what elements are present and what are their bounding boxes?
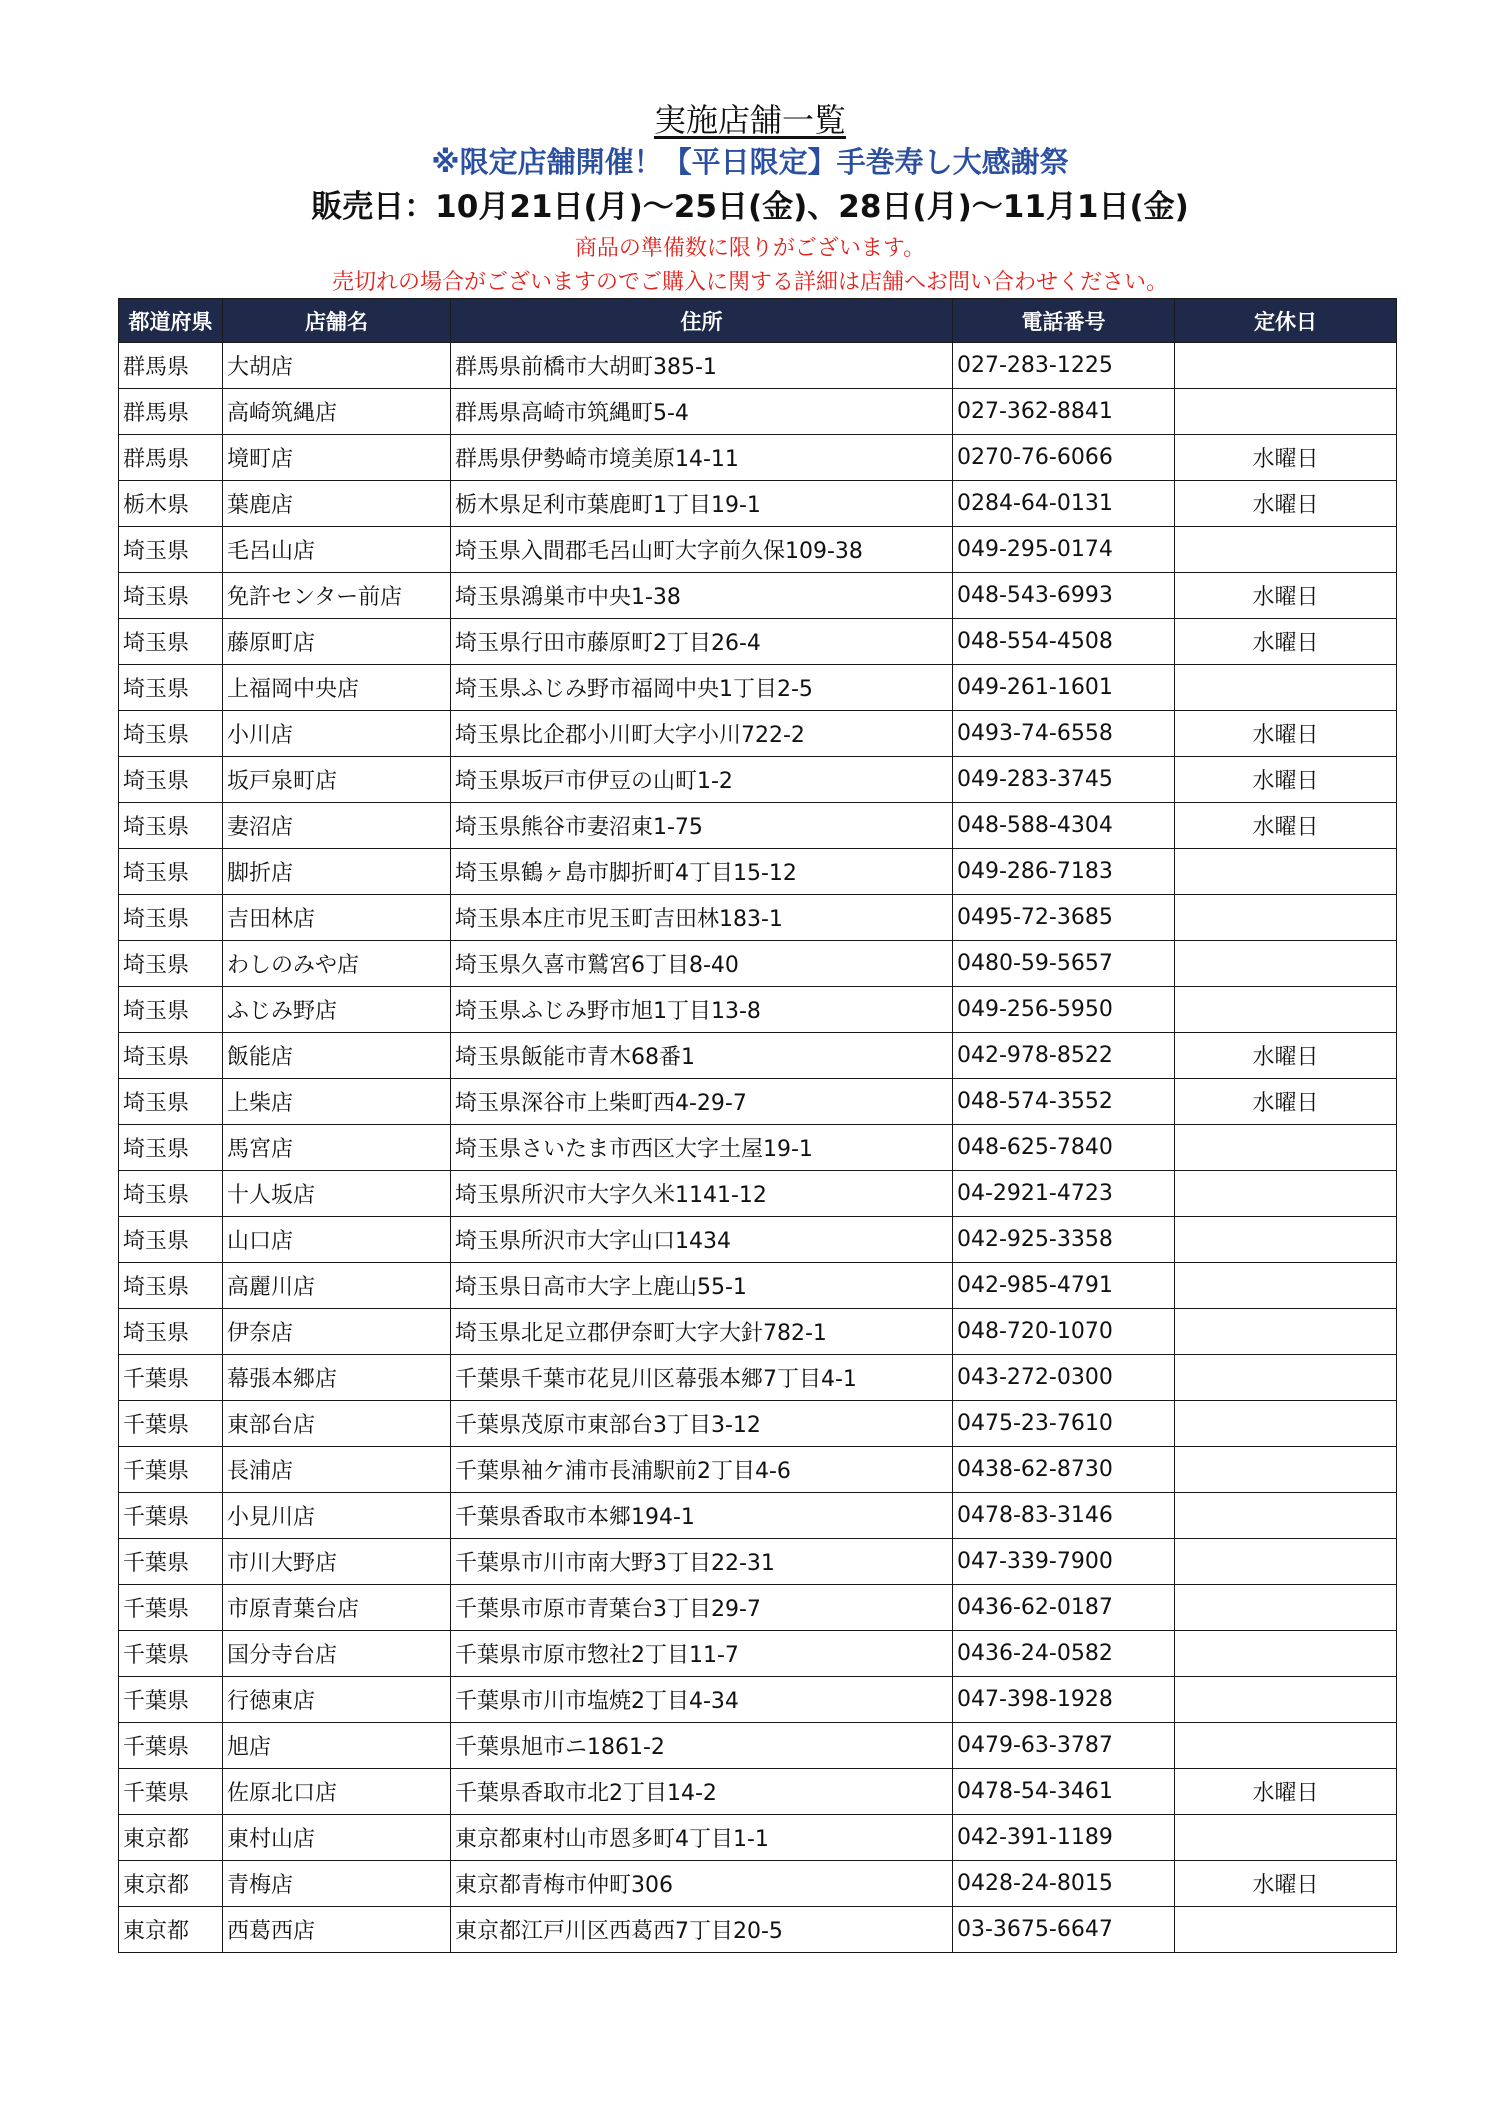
closed-day-cell [1175, 1631, 1397, 1677]
address-cell: 千葉県千葉市花見川区幕張本郷7丁目4-1 [451, 1355, 953, 1401]
prefecture-cell: 埼玉県 [119, 665, 223, 711]
closed-day-cell [1175, 1401, 1397, 1447]
store-name-cell: 東部台店 [223, 1401, 451, 1447]
closed-day-cell: 水曜日 [1175, 1861, 1397, 1907]
phone-cell: 0478-83-3146 [953, 1493, 1175, 1539]
store-name-cell: ふじみ野店 [223, 987, 451, 1033]
store-name-cell: 上柴店 [223, 1079, 451, 1125]
table-row [119, 987, 1397, 1033]
prefecture-cell: 埼玉県 [119, 1309, 223, 1355]
closed-day-cell [1175, 1125, 1397, 1171]
store-name-cell: 青梅店 [223, 1861, 451, 1907]
table-row [119, 1493, 1397, 1539]
prefecture-cell: 群馬県 [119, 389, 223, 435]
phone-cell: 042-925-3358 [953, 1217, 1175, 1263]
address-cell: 千葉県旭市ニ1861-2 [451, 1723, 953, 1769]
address-cell: 群馬県高崎市筑縄町5-4 [451, 389, 953, 435]
table-row [119, 1033, 1397, 1079]
prefecture-cell: 栃木県 [119, 481, 223, 527]
closed-day-cell: 水曜日 [1175, 1033, 1397, 1079]
table-row [119, 711, 1397, 757]
address-cell: 栃木県足利市葉鹿町1丁目19-1 [451, 481, 953, 527]
phone-cell: 0428-24-8015 [953, 1861, 1175, 1907]
prefecture-cell: 東京都 [119, 1861, 223, 1907]
closed-day-cell [1175, 1723, 1397, 1769]
table-row [119, 1217, 1397, 1263]
page-title: 実施店舗一覧 [653, 101, 846, 139]
store-name-cell: 妻沼店 [223, 803, 451, 849]
phone-cell: 0438-62-8730 [953, 1447, 1175, 1493]
phone-cell: 042-391-1189 [953, 1815, 1175, 1861]
store-name-cell: 脚折店 [223, 849, 451, 895]
phone-cell: 042-978-8522 [953, 1033, 1175, 1079]
table-row [119, 619, 1397, 665]
prefecture-cell: 千葉県 [119, 1539, 223, 1585]
table-row [119, 435, 1397, 481]
store-name-cell: 上福岡中央店 [223, 665, 451, 711]
address-cell: 千葉県香取市北2丁目14-2 [451, 1769, 953, 1815]
table-row [119, 1079, 1397, 1125]
phone-cell: 048-588-4304 [953, 803, 1175, 849]
closed-day-cell [1175, 1355, 1397, 1401]
address-cell: 埼玉県所沢市大字山口1434 [451, 1217, 953, 1263]
address-cell: 埼玉県行田市藤原町2丁目26-4 [451, 619, 953, 665]
closed-day-cell [1175, 1677, 1397, 1723]
closed-day-cell [1175, 1493, 1397, 1539]
phone-cell: 0270-76-6066 [953, 435, 1175, 481]
phone-cell: 0495-72-3685 [953, 895, 1175, 941]
store-name-cell: 伊奈店 [223, 1309, 451, 1355]
store-name-cell: 十人坂店 [223, 1171, 451, 1217]
address-cell: 埼玉県北足立郡伊奈町大字大針782-1 [451, 1309, 953, 1355]
prefecture-cell: 埼玉県 [119, 1217, 223, 1263]
store-name-cell: 佐原北口店 [223, 1769, 451, 1815]
table-row [119, 389, 1397, 435]
prefecture-cell: 埼玉県 [119, 941, 223, 987]
store-name-cell: 西葛西店 [223, 1907, 451, 1953]
table-row [119, 1125, 1397, 1171]
address-cell: 埼玉県所沢市大字久米1141-12 [451, 1171, 953, 1217]
table-row [119, 1539, 1397, 1585]
prefecture-cell: 埼玉県 [119, 1033, 223, 1079]
phone-cell: 048-543-6993 [953, 573, 1175, 619]
store-table-body [119, 343, 1397, 1953]
table-row [119, 1723, 1397, 1769]
phone-cell: 048-554-4508 [953, 619, 1175, 665]
closed-day-cell [1175, 1907, 1397, 1953]
store-name-cell: 免許センター前店 [223, 573, 451, 619]
table-row [119, 895, 1397, 941]
phone-cell: 049-261-1601 [953, 665, 1175, 711]
prefecture-cell: 埼玉県 [119, 1125, 223, 1171]
table-row [119, 1171, 1397, 1217]
address-cell: 千葉県香取市本郷194-1 [451, 1493, 953, 1539]
address-cell: 埼玉県久喜市鷲宮6丁目8-40 [451, 941, 953, 987]
store-name-cell: 行徳東店 [223, 1677, 451, 1723]
table-row [119, 527, 1397, 573]
store-name-cell: 藤原町店 [223, 619, 451, 665]
closed-day-cell [1175, 389, 1397, 435]
address-cell: 埼玉県入間郡毛呂山町大字前久保109-38 [451, 527, 953, 573]
column-header-address: 住所 [451, 299, 953, 343]
store-name-cell: 吉田林店 [223, 895, 451, 941]
prefecture-cell: 群馬県 [119, 343, 223, 389]
phone-cell: 0284-64-0131 [953, 481, 1175, 527]
prefecture-cell: 埼玉県 [119, 987, 223, 1033]
closed-day-cell [1175, 1539, 1397, 1585]
column-header-prefecture: 都道府県 [119, 299, 223, 343]
table-row [119, 343, 1397, 389]
phone-cell: 0480-59-5657 [953, 941, 1175, 987]
prefecture-cell: 千葉県 [119, 1769, 223, 1815]
phone-cell: 048-720-1070 [953, 1309, 1175, 1355]
table-row [119, 481, 1397, 527]
address-cell: 埼玉県日高市大字上鹿山55-1 [451, 1263, 953, 1309]
phone-cell: 027-362-8841 [953, 389, 1175, 435]
store-name-cell: 小見川店 [223, 1493, 451, 1539]
table-row [119, 1447, 1397, 1493]
phone-cell: 049-286-7183 [953, 849, 1175, 895]
closed-day-cell: 水曜日 [1175, 711, 1397, 757]
closed-day-cell [1175, 895, 1397, 941]
phone-cell: 0478-54-3461 [953, 1769, 1175, 1815]
table-row [119, 1677, 1397, 1723]
table-row [119, 849, 1397, 895]
closed-day-cell: 水曜日 [1175, 1769, 1397, 1815]
store-name-cell: 国分寺台店 [223, 1631, 451, 1677]
phone-cell: 048-625-7840 [953, 1125, 1175, 1171]
address-cell: 千葉県袖ケ浦市長浦駅前2丁目4-6 [451, 1447, 953, 1493]
phone-cell: 049-283-3745 [953, 757, 1175, 803]
closed-day-cell: 水曜日 [1175, 757, 1397, 803]
store-name-cell: 市川大野店 [223, 1539, 451, 1585]
table-row [119, 757, 1397, 803]
phone-cell: 0479-63-3787 [953, 1723, 1175, 1769]
store-name-cell: 山口店 [223, 1217, 451, 1263]
address-cell: 埼玉県ふじみ野市福岡中央1丁目2-5 [451, 665, 953, 711]
table-row [119, 1585, 1397, 1631]
phone-cell: 0436-24-0582 [953, 1631, 1175, 1677]
closed-day-cell [1175, 849, 1397, 895]
prefecture-cell: 埼玉県 [119, 527, 223, 573]
phone-cell: 03-3675-6647 [953, 1907, 1175, 1953]
table-row [119, 941, 1397, 987]
table-row [119, 803, 1397, 849]
address-cell: 千葉県市原市青葉台3丁目29-7 [451, 1585, 953, 1631]
prefecture-cell: 千葉県 [119, 1355, 223, 1401]
table-row [119, 1355, 1397, 1401]
table-row [119, 1815, 1397, 1861]
phone-cell: 047-398-1928 [953, 1677, 1175, 1723]
address-cell: 埼玉県熊谷市妻沼東1-75 [451, 803, 953, 849]
closed-day-cell: 水曜日 [1175, 619, 1397, 665]
prefecture-cell: 埼玉県 [119, 757, 223, 803]
closed-day-cell [1175, 1263, 1397, 1309]
prefecture-cell: 千葉県 [119, 1723, 223, 1769]
address-cell: 埼玉県飯能市青木68番1 [451, 1033, 953, 1079]
closed-day-cell [1175, 527, 1397, 573]
address-cell: 群馬県伊勢崎市境美原14-11 [451, 435, 953, 481]
address-cell: 千葉県市川市南大野3丁目22-31 [451, 1539, 953, 1585]
store-name-cell: 葉鹿店 [223, 481, 451, 527]
phone-cell: 0436-62-0187 [953, 1585, 1175, 1631]
store-name-cell: 長浦店 [223, 1447, 451, 1493]
closed-day-cell [1175, 1309, 1397, 1355]
address-cell: 千葉県市原市惣社2丁目11-7 [451, 1631, 953, 1677]
table-row [119, 1861, 1397, 1907]
closed-day-cell: 水曜日 [1175, 1079, 1397, 1125]
closed-day-cell [1175, 1815, 1397, 1861]
store-name-cell: 坂戸泉町店 [223, 757, 451, 803]
store-name-cell: 馬宮店 [223, 1125, 451, 1171]
phone-cell: 0475-23-7610 [953, 1401, 1175, 1447]
prefecture-cell: 千葉県 [119, 1401, 223, 1447]
sale-date: 販売日：10月21日(月)～25日(金)、28日(月)～11月1日(金) [311, 189, 1189, 225]
column-header-phone: 電話番号 [953, 299, 1175, 343]
closed-day-cell [1175, 1447, 1397, 1493]
address-cell: 埼玉県さいたま市西区大字土屋19-1 [451, 1125, 953, 1171]
closed-day-cell: 水曜日 [1175, 435, 1397, 481]
table-row [119, 1263, 1397, 1309]
prefecture-cell: 埼玉県 [119, 803, 223, 849]
table-row [119, 1769, 1397, 1815]
prefecture-cell: 埼玉県 [119, 1171, 223, 1217]
store-table-header [119, 299, 1397, 343]
store-name-cell: 高麗川店 [223, 1263, 451, 1309]
sold-out-notice: 売切れの場合がございますのでご購入に関する詳細は店舗へお問い合わせください。 [331, 270, 1168, 295]
address-cell: 群馬県前橋市大胡町385-1 [451, 343, 953, 389]
table-row [119, 573, 1397, 619]
table-row [119, 1309, 1397, 1355]
closed-day-cell [1175, 343, 1397, 389]
prefecture-cell: 千葉県 [119, 1447, 223, 1493]
address-cell: 東京都青梅市仲町306 [451, 1861, 953, 1907]
phone-cell: 048-574-3552 [953, 1079, 1175, 1125]
prefecture-cell: 埼玉県 [119, 711, 223, 757]
prefecture-cell: 埼玉県 [119, 849, 223, 895]
address-cell: 東京都東村山市恩多町4丁目1-1 [451, 1815, 953, 1861]
prefecture-cell: 千葉県 [119, 1585, 223, 1631]
prefecture-cell: 埼玉県 [119, 619, 223, 665]
address-cell: 埼玉県比企郡小川町大字小川722-2 [451, 711, 953, 757]
prefecture-cell: 埼玉県 [119, 1263, 223, 1309]
closed-day-cell [1175, 987, 1397, 1033]
address-cell: 埼玉県鶴ヶ島市脚折町4丁目15-12 [451, 849, 953, 895]
closed-day-cell [1175, 941, 1397, 987]
phone-cell: 047-339-7900 [953, 1539, 1175, 1585]
closed-day-cell [1175, 1217, 1397, 1263]
store-name-cell: わしのみや店 [223, 941, 451, 987]
store-table [118, 298, 1397, 1953]
closed-day-cell: 水曜日 [1175, 481, 1397, 527]
prefecture-cell: 千葉県 [119, 1631, 223, 1677]
prefecture-cell: 東京都 [119, 1907, 223, 1953]
phone-cell: 0493-74-6558 [953, 711, 1175, 757]
column-header-store-name: 店舗名 [223, 299, 451, 343]
prefecture-cell: 埼玉県 [119, 573, 223, 619]
table-row [119, 665, 1397, 711]
closed-day-cell [1175, 665, 1397, 711]
campaign-subtitle: ※限定店舗開催！【平日限定】手巻寿し大感謝祭 [431, 145, 1069, 179]
prefecture-cell: 東京都 [119, 1815, 223, 1861]
store-name-cell: 境町店 [223, 435, 451, 481]
store-name-cell: 小川店 [223, 711, 451, 757]
table-row [119, 1631, 1397, 1677]
store-name-cell: 毛呂山店 [223, 527, 451, 573]
prefecture-cell: 埼玉県 [119, 1079, 223, 1125]
store-name-cell: 旭店 [223, 1723, 451, 1769]
phone-cell: 049-256-5950 [953, 987, 1175, 1033]
table-row [119, 1907, 1397, 1953]
closed-day-cell [1175, 1585, 1397, 1631]
column-header-closed-day: 定休日 [1175, 299, 1397, 343]
prefecture-cell: 埼玉県 [119, 895, 223, 941]
phone-cell: 042-985-4791 [953, 1263, 1175, 1309]
prefecture-cell: 千葉県 [119, 1677, 223, 1723]
address-cell: 埼玉県坂戸市伊豆の山町1-2 [451, 757, 953, 803]
address-cell: 埼玉県鴻巣市中央1-38 [451, 573, 953, 619]
address-cell: 東京都江戸川区西葛西7丁目20-5 [451, 1907, 953, 1953]
phone-cell: 049-295-0174 [953, 527, 1175, 573]
address-cell: 埼玉県ふじみ野市旭1丁目13-8 [451, 987, 953, 1033]
store-name-cell: 市原青葉台店 [223, 1585, 451, 1631]
closed-day-cell: 水曜日 [1175, 573, 1397, 619]
store-name-cell: 飯能店 [223, 1033, 451, 1079]
store-name-cell: 大胡店 [223, 343, 451, 389]
address-cell: 千葉県市川市塩焼2丁目4-34 [451, 1677, 953, 1723]
store-name-cell: 東村山店 [223, 1815, 451, 1861]
phone-cell: 04-2921-4723 [953, 1171, 1175, 1217]
closed-day-cell [1175, 1171, 1397, 1217]
store-name-cell: 高崎筑縄店 [223, 389, 451, 435]
address-cell: 埼玉県深谷市上柴町西4-29-7 [451, 1079, 953, 1125]
closed-day-cell: 水曜日 [1175, 803, 1397, 849]
prefecture-cell: 千葉県 [119, 1493, 223, 1539]
address-cell: 埼玉県本庄市児玉町吉田林183-1 [451, 895, 953, 941]
address-cell: 千葉県茂原市東部台3丁目3-12 [451, 1401, 953, 1447]
store-name-cell: 幕張本郷店 [223, 1355, 451, 1401]
table-row [119, 1401, 1397, 1447]
phone-cell: 027-283-1225 [953, 343, 1175, 389]
phone-cell: 043-272-0300 [953, 1355, 1175, 1401]
stock-notice: 商品の準備数に限りがございます。 [574, 236, 926, 261]
prefecture-cell: 群馬県 [119, 435, 223, 481]
